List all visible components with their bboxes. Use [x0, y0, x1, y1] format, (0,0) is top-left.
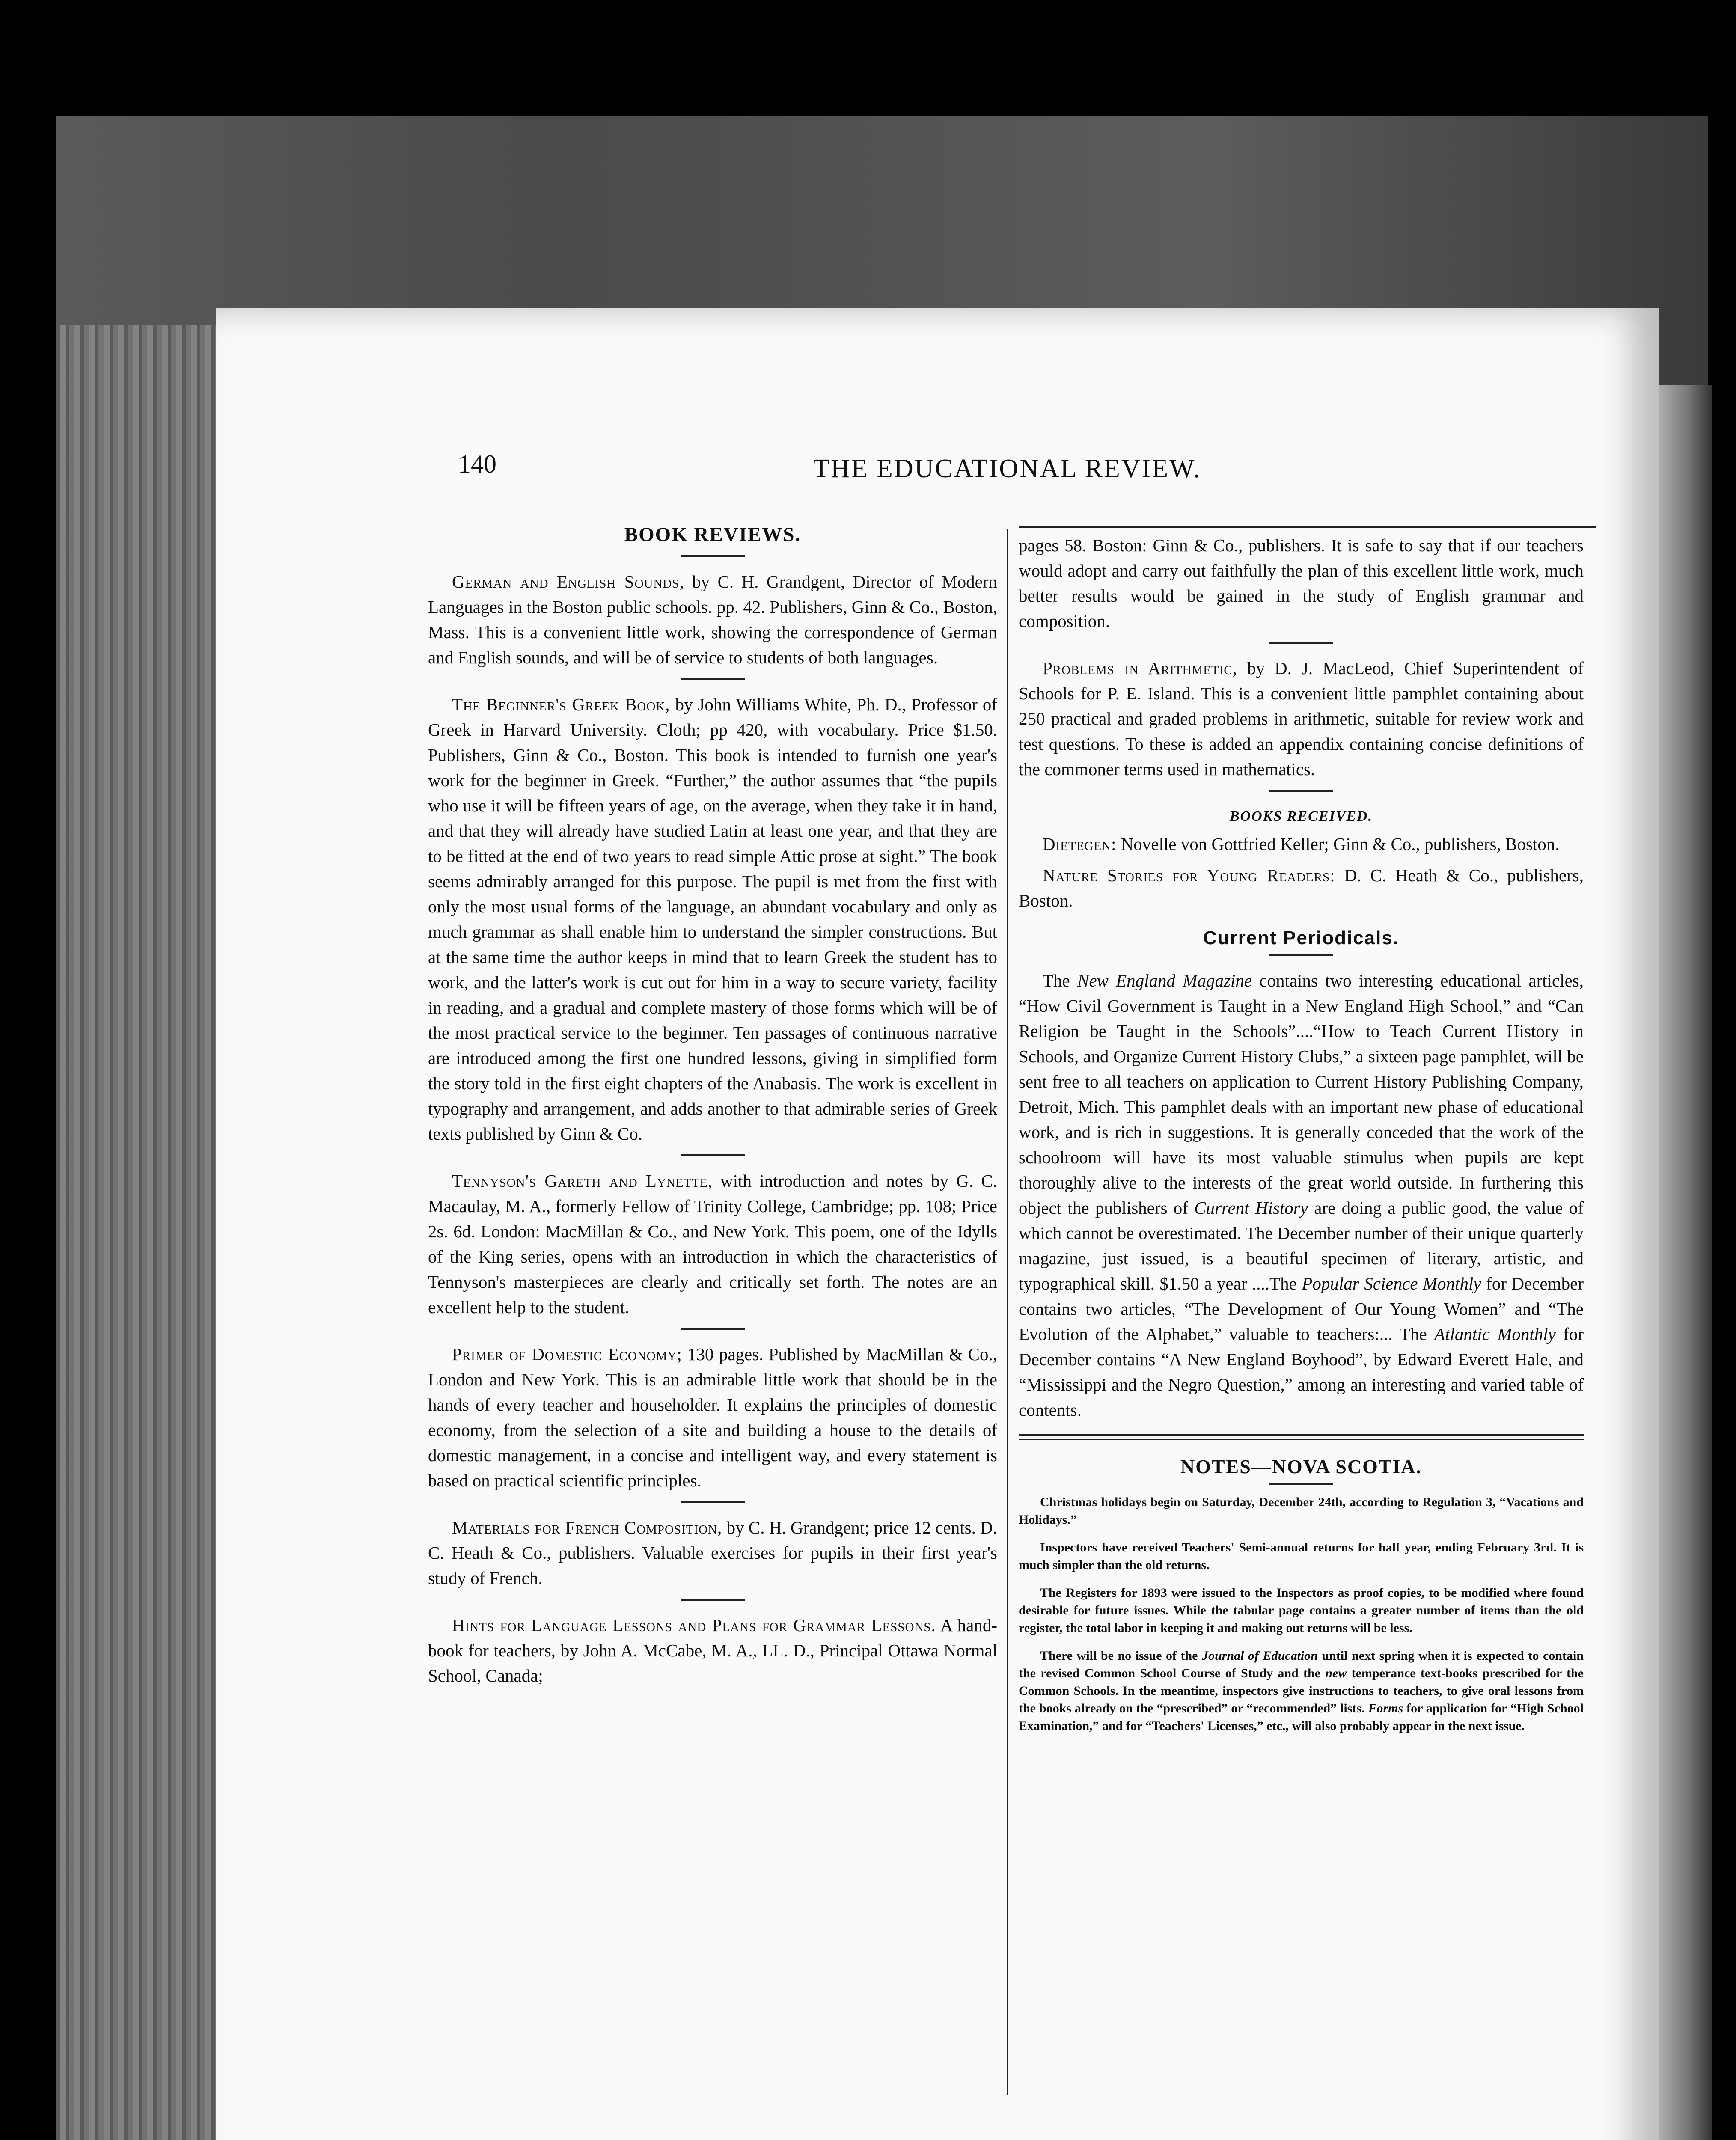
section-rule: [681, 1599, 745, 1601]
text-run: for application for “High School Examination,” and for “Teachers' Licenses,” etc., will also probably appear in the next issue.: [1019, 1701, 1584, 1733]
review-entry: [1019, 656, 1584, 782]
text-run: until next spring when it is expected to contain the revised Common School Course of Study and the: [1019, 1649, 1584, 1680]
review-entry: [428, 1168, 997, 1320]
journal-title: THE EDUCATIONAL REVIEW.: [813, 454, 1201, 483]
review-entry: [428, 692, 997, 1147]
header-rule: [1019, 526, 1596, 528]
section-rule: [681, 555, 745, 557]
book-title: Nature Stories for Young Readers:: [1043, 865, 1335, 885]
review-title: Problems in Arithmetic,: [1043, 658, 1237, 678]
review-title: Materials for French Composition,: [452, 1518, 722, 1537]
review-text: by C. H. Grandgent, Director of Modern Languages in the Boston public schools. pp. 42. Publishers, Ginn & Co., Boston, Mass. This is a convenient little work, showing the correspondence of German and English sounds, and will be of service to students of both languages.: [428, 572, 997, 667]
notes-rule: [1019, 1434, 1584, 1440]
review-entry: [428, 569, 997, 670]
emphasis: new: [1325, 1666, 1347, 1680]
note-item: Christmas holidays begin on Saturday, December 24th, according to Regulation 3, “Vacations and Holidays.”: [1019, 1495, 1584, 1527]
book-details: Novelle von Gottfried Keller; Ginn & Co., publishers, Boston.: [1116, 834, 1560, 854]
review-continuation: pages 58. Boston: Ginn & Co., publishers. It is safe to say that if our teachers would adopt and carry out faithfully the plan of this excellent little work, much better results would be gained in the study of English grammar and composition.: [1019, 535, 1584, 631]
review-entry: [428, 1613, 997, 1688]
review-entry: [428, 1515, 997, 1591]
section-rule: [1269, 790, 1333, 792]
text-run: There will be no issue of the: [1040, 1649, 1202, 1663]
page-header: [458, 449, 1275, 492]
emphasis: Forms: [1368, 1701, 1403, 1715]
book-details: D. C. Heath & Co., publishers, Boston.: [1019, 865, 1584, 910]
section-rule: [681, 1154, 745, 1156]
notes-nova-scotia-heading: NOTES—NOVA SCOTIA.: [1180, 1456, 1422, 1477]
review-entry: [428, 1342, 997, 1493]
page-gutter-shadow: [1652, 385, 1712, 2140]
left-column: [428, 522, 997, 1688]
review-title: Hints for Language Lessons and Plans for Grammar Lessons.: [452, 1615, 936, 1635]
text-run: contains two interesting educational articles, “How Civil Government is Taught in a New England High School,” and “Can Religion be Taught in the Schools”....“How to Teach Current History in Schools, and Organize Current History Clubs,” a sixteen page pamphlet, will be sent free to all teachers on application to Current History Publishing Company, Detroit, Mich. This pamphlet deals with an important new phase of educational work, and is rich in suggestions. It is generally conceded that the work of the schoolroom will have its most valuable stimulus when pupils are kept thoroughly alive to the interests of the great world outside. In furthering this object the publishers of: [1019, 971, 1584, 1218]
review-title: Primer of Domestic Economy;: [452, 1344, 682, 1364]
review-text: by C. H. Grandgent; price 12 cents. D. C. Heath & Co., publishers. Valuable exercises for pupils in their first year's study of French.: [428, 1518, 998, 1588]
magazine-title: Popular Science Monthly: [1302, 1274, 1481, 1293]
periodicals-paragraph: [1019, 968, 1584, 1423]
review-text: by John Williams White, Ph. D., Professor of Greek in Harvard University. Cloth; pp 420, with vocabulary. Price $1.50. Publishers, Ginn & Co., Boston. This book is intended to furnish one year's work for the beginner in Greek. “Further,” the author assumes that “the pupils who use it will be fifteen years of age, on the average, when they take it in hand, and that they will already have studied Latin at least one year, and that they are to be fitted at the end of two years to read simple Attic prose at sight.” The book seems admirably arranged for this purpose. The pupil is met from the first with only the most usual forms of the language, an abundant vocabulary and only as much grammar as shall enable him to understand the simpler constructions. But at the same time the author keeps in mind that to learn Greek the student has to work, and the latter's work is cut out for him in a way to secure variety, facility in reading, and a gradual and complete mastery of those forms which will be of the most practical service to the beginner. Ten passages of continuous narrative are introduced among the first one hundred lessons, giving in simplified form the story told in the first eight chapters of the Anabasis. The work is excellent in typography and arrangement, and adds another to that admirable series of Greek texts published by Ginn & Co.: [428, 695, 997, 1144]
page-number: 140: [458, 450, 496, 478]
text-run: temperance text-books prescribed for the Common Schools. In the meantime, inspectors give instructions to teachers, to give oral lessons from the books already on the “prescribed” or “recommended” lists.: [1019, 1666, 1584, 1715]
review-title: The Beginner's Greek Book,: [452, 695, 670, 714]
text-run: The: [1043, 971, 1077, 990]
section-rule: [681, 1328, 745, 1330]
books-received-heading: BOOKS RECEIVED.: [1229, 808, 1373, 824]
text-run: for December contains two articles, “The Development of Our Young Women” and “The Evolution of the Alphabet,” valuable to teachers:... The: [1019, 1274, 1584, 1344]
review-text: by D. J. MacLeod, Chief Superintendent of Schools for P. E. Island. This is a convenient little pamphlet containing about 250 practical and graded problems in arithmetic, suitable for review work and test questions. To these is added an appendix containing concise definitions of the commoner terms used in mathematics.: [1019, 658, 1584, 779]
book-reviews-heading: BOOK REVIEWS.: [624, 523, 801, 546]
review-text: A hand-book for teachers, by John A. McCabe, M. A., LL. D., Principal Ottawa Normal School, Canada;: [428, 1615, 998, 1685]
magazine-title: Atlantic Monthly: [1434, 1324, 1556, 1344]
review-title: Tennyson's Gareth and Lynette,: [452, 1171, 713, 1191]
note-item: The Registers for 1893 were issued to the Inspectors as proof copies, to be modified where found desirable for future issues. While the tabular page contains a greater number of items than the old register, the total labor in keeping it and making out returns will be less.: [1019, 1586, 1584, 1635]
book-received-entry: [1019, 863, 1584, 913]
right-column: [1019, 533, 1584, 1745]
book-received-entry: [1019, 832, 1584, 857]
note-item: [1019, 1647, 1584, 1735]
magazine-title: Current History: [1194, 1198, 1308, 1218]
text-run: are doing a public good, the value of which cannot be overestimated. The December number of their unique quarterly magazine, just issued, is a beautiful specimen of literary, artistic, and typographical skill. $1.50 a year ....The: [1019, 1198, 1584, 1293]
book-title: Dietegen:: [1043, 834, 1117, 854]
review-text: 130 pages. Published by MacMillan & Co., London and New York. This is an admirable little work that should be in the hands of every teacher and householder. It explains the principles of domestic economy, from the selection of a site and building a house to the details of domestic management, in a concise and intelligent way, and every statement is based on practical scientific principles.: [428, 1344, 997, 1490]
review-text: with introduction and notes by G. C. Macaulay, M. A., formerly Fellow of Trinity College, Cambridge; pp. 108; Price 2s. 6d. London: MacMillan & Co., and New York. This poem, one of the Idylls of the King series, opens with an introduction in which the characteristics of Tennyson's masterpieces are clearly and critically set forth. The notes are an excellent help to the student.: [428, 1171, 997, 1317]
magazine-title: New England Magazine: [1077, 971, 1252, 990]
section-rule: [1269, 954, 1333, 956]
section-rule: [1269, 1483, 1333, 1485]
book-page-edges: [60, 325, 218, 2140]
section-rule: [681, 1501, 745, 1503]
section-rule: [1269, 642, 1333, 644]
text-run: for December contains “A New England Boyhood”, by Edward Everett Hale, and “Mississippi and the Negro Question,” among an interesting and varied table of contents.: [1019, 1324, 1584, 1420]
note-item: Inspectors have received Teachers' Semi-annual returns for half year, ending February 3rd. It is much simpler than the old returns.: [1019, 1540, 1584, 1572]
column-divider: [1007, 529, 1008, 2095]
current-periodicals-heading: Current Periodicals.: [1203, 927, 1400, 948]
section-rule: [681, 678, 745, 680]
review-title: German and English Sounds,: [452, 572, 684, 591]
journal-title-ref: Journal of Education: [1202, 1649, 1318, 1663]
